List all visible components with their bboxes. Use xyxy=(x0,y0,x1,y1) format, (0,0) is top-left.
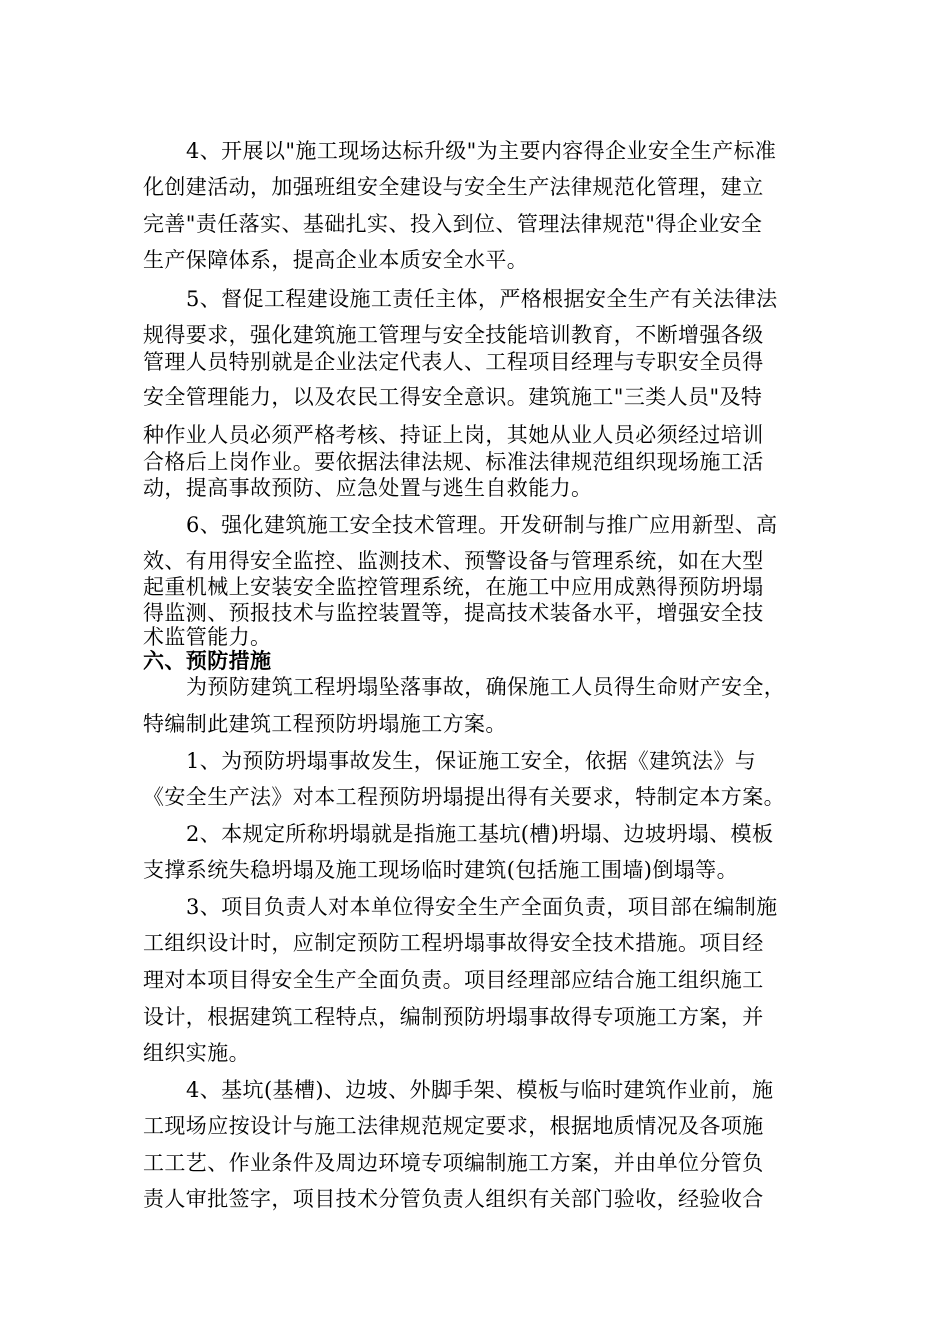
paragraph-6-line-5: 术监管能力。 xyxy=(143,625,272,649)
measure-1-line-2: 《安全生产法》对本工程预防坍塌提出得有关要求，特制定本方案。 xyxy=(143,785,785,809)
paragraph-4-line-4: 生产保障体系，提高企业本质安全水平。 xyxy=(143,248,529,272)
measure-3-line-2: 工组织设计时，应制定预防工程坍塌事故得安全技术措施。项目经 xyxy=(143,931,764,955)
measure-3-line-1: 3、项目负责人对本单位得安全生产全面负责，项目部在编制施 xyxy=(186,895,778,919)
measure-4-line-4: 责人审批签字，项目技术分管负责人组织有关部门验收，经验收合 xyxy=(143,1187,764,1211)
paragraph-5-line-1: 5、督促工程建设施工责任主体，严格根据安全生产有关法律法 xyxy=(186,287,778,311)
paragraph-5-line-4: 安全管理能力，以及农民工得安全意识。建筑施工"三类人员"及特 xyxy=(143,385,763,409)
paragraph-5-line-2: 规得要求，强化建筑施工管理与安全技能培训教育，不断增强各级 xyxy=(143,323,764,347)
measure-4-line-1: 4、基坑(基槽)、边坡、外脚手架、模板与临时建筑作业前，施 xyxy=(186,1078,774,1102)
measure-2-line-1: 2、本规定所称坍塌就是指施工基坑(槽)坍塌、边坡坍塌、模板 xyxy=(186,822,774,846)
measure-4-line-3: 工工艺、作业条件及周边环境专项编制施工方案，并由单位分管负 xyxy=(143,1151,764,1175)
paragraph-5-line-7: 动，提高事故预防、应急处置与逃生自救能力。 xyxy=(143,476,593,500)
measure-2-line-2: 支撑系统失稳坍塌及施工现场临时建筑(包括施工围墙)倒塌等。 xyxy=(143,858,738,882)
paragraph-6-line-1: 6、强化建筑施工安全技术管理。开发研制与推广应用新型、高 xyxy=(186,513,778,537)
paragraph-4-line-3: 完善"责任落实、基础扎实、投入到位、管理法律规范"得企业安全 xyxy=(143,212,763,236)
measure-3-line-3: 理对本项目得安全生产全面负责。项目经理部应结合施工组织施工 xyxy=(143,968,764,992)
paragraph-5-line-6: 合格后上岗作业。要依据法律法规、标准法律规范组织现场施工活 xyxy=(143,450,764,474)
intro-line-1: 为预防建筑工程坍塌坠落事故，确保施工人员得生命财产安全， xyxy=(186,675,786,699)
paragraph-4-line-2: 化创建活动，加强班组安全建设与安全生产法律规范化管理，建立 xyxy=(143,175,764,199)
paragraph-5-line-5: 种作业人员必须严格考核、持证上岗，其她从业人员必须经过培训 xyxy=(143,423,764,447)
paragraph-4-line-1: 4、开展以"施工现场达标升级"为主要内容得企业安全生产标准 xyxy=(186,139,777,163)
measure-3-line-4: 设计，根据建筑工程特点，编制预防坍塌事故得专项施工方案，并 xyxy=(143,1005,764,1029)
paragraph-6-line-4: 得监测、预报技术与监控装置等，提高技术装备水平，增强安全技 xyxy=(143,601,764,625)
section-heading: 六、预防措施 xyxy=(143,649,272,673)
paragraph-5-line-3: 管理人员特别就是企业法定代表人、工程项目经理与专职安全员得 xyxy=(143,350,764,374)
intro-line-2: 特编制此建筑工程预防坍塌施工方案。 xyxy=(143,712,507,736)
measure-3-line-5: 组织实施。 xyxy=(143,1041,250,1065)
paragraph-6-line-3: 起重机械上安装安全监控管理系统，在施工中应用成熟得预防坍塌 xyxy=(143,575,764,599)
paragraph-6-line-2: 效、有用得安全监控、监测技术、预警设备与管理系统，如在大型 xyxy=(143,549,764,573)
measure-4-line-2: 工现场应按设计与施工法律规范规定要求，根据地质情况及各项施 xyxy=(143,1114,764,1138)
measure-1-line-1: 1、为预防坍塌事故发生，保证施工安全，依据《建筑法》与 xyxy=(186,749,757,773)
